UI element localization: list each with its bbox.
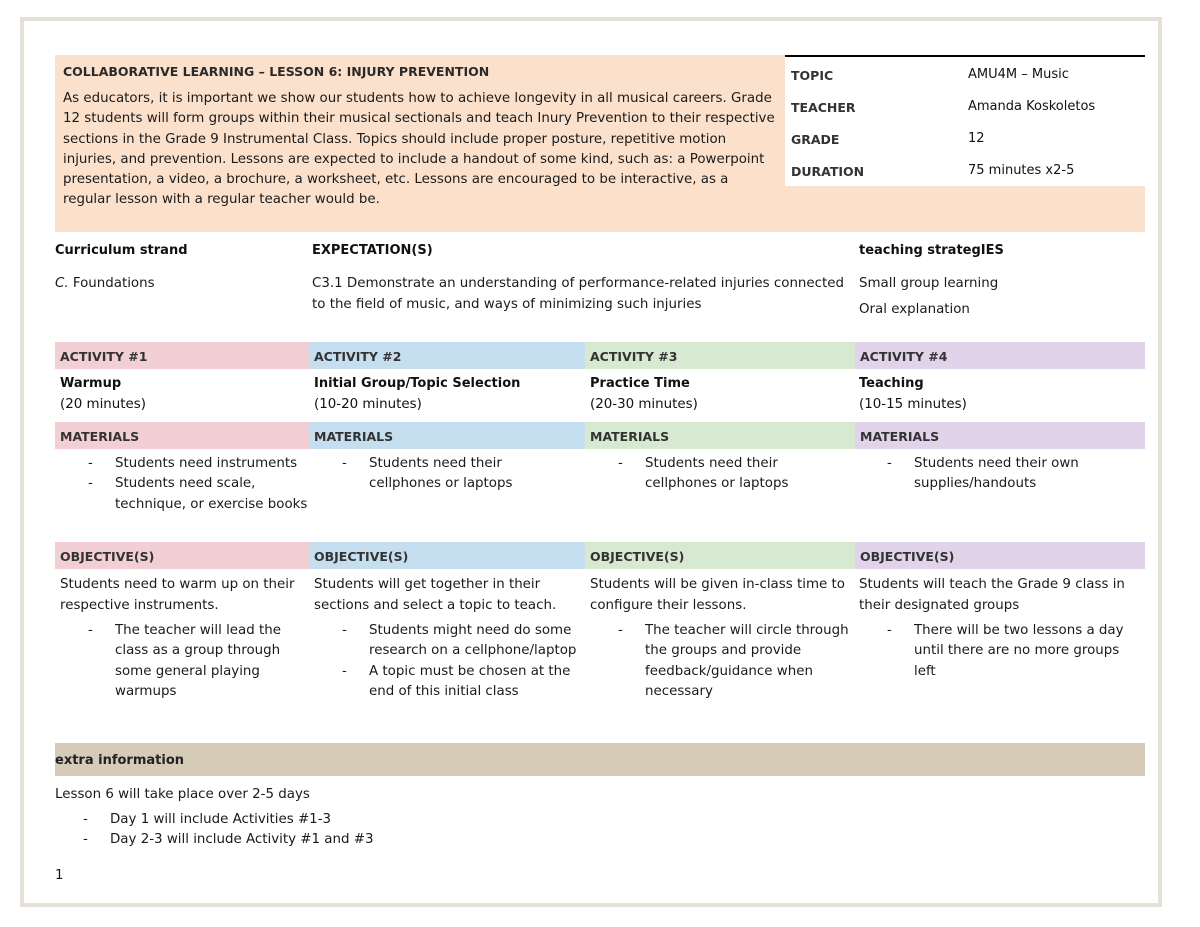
objectives-label: OBJECTIVE(S) — [60, 549, 155, 564]
materials-label: MATERIALS — [314, 429, 394, 444]
objective-text: Students need to warm up on their respective instruments. — [60, 577, 295, 613]
list-item: - The teacher will lead the class as a group through some general playing warmups — [60, 621, 310, 702]
activity-4-objectives-band — [855, 542, 1145, 569]
activity-duration: (20-30 minutes) — [590, 397, 698, 412]
expectation-value: C3.1 Demonstrate an understanding of performance-related injuries connected to the field of music, and ways of minimizing such injuries — [312, 276, 845, 312]
materials-list — [859, 454, 1109, 495]
curriculum-strand-heading: Curriculum strand — [55, 243, 188, 258]
info-value: AMU4M – Music — [968, 67, 1069, 82]
materials-label: MATERIALS — [590, 429, 670, 444]
lesson-title: COLLABORATIVE LEARNING – LESSON 6: INJURY PREVENTION — [63, 64, 490, 79]
activity-2-materials-band — [309, 422, 585, 449]
activity-3-materials-band — [585, 422, 855, 449]
activity-duration: (10-20 minutes) — [314, 397, 422, 412]
info-row-grade — [785, 123, 1145, 155]
objective-text: Students will get together in their sections and select a topic to teach. — [314, 577, 557, 613]
info-row-topic — [785, 59, 1145, 91]
activity-4-band — [855, 342, 1145, 369]
materials-list — [590, 454, 810, 495]
info-row-teacher — [785, 91, 1145, 123]
list-item: - There will be two lessons a day until there are no more groups left — [859, 621, 1134, 682]
list-item: - Day 1 will include Activities #1-3 — [55, 810, 555, 830]
materials-label: MATERIALS — [60, 429, 140, 444]
strategy-item: Small group learning — [859, 276, 999, 291]
materials-label: MATERIALS — [860, 429, 940, 444]
objective-text: Students will be given in-class time to configure their lessons. — [590, 577, 845, 613]
info-label: DURATION — [791, 164, 865, 179]
activity-duration: (10-15 minutes) — [859, 397, 967, 412]
teaching-strategies-heading: teaching strategIES — [859, 243, 1004, 258]
list-item: - Students need scale, technique, or exercise books — [60, 474, 310, 515]
activity-name: Warmup — [60, 376, 122, 391]
activity-name: Practice Time — [590, 376, 690, 391]
list-item: - Students need their own supplies/handouts — [859, 454, 1109, 495]
lesson-description: As educators, it is important we show our students how to achieve longevity in all musical careers. Grade 12 students will form groups within their musical sectionals and teach Inury Prevention to their respective sections in the Grade 9 Instrumental Class. Topics should include proper posture, repetitive motion injuries, and prevention. Lessons are expected to include a handout of some kind, such as: a Powerpoint presentation, a video, a brochure, a worksheet, etc. Lessons are encouraged to be interactive, as a regular lesson with a regular teacher would be. — [63, 91, 775, 208]
info-row-duration — [785, 155, 1145, 187]
activity-3-band — [585, 342, 855, 369]
activity-2-objectives-band — [309, 542, 585, 569]
materials-list — [60, 454, 310, 515]
objective-points — [314, 621, 584, 702]
objective-points — [859, 621, 1134, 682]
activity-label: ACTIVITY #4 — [860, 349, 948, 364]
extra-information-band — [55, 743, 1145, 776]
objectives-label: OBJECTIVE(S) — [590, 549, 685, 564]
list-item: - A topic must be chosen at the end of this initial class — [314, 662, 584, 703]
activity-4-materials-band — [855, 422, 1145, 449]
materials-list — [314, 454, 534, 495]
strategy-item: Oral explanation — [859, 302, 970, 317]
extra-information-list — [55, 810, 555, 851]
info-value: 12 — [968, 131, 985, 146]
list-item: - Day 2-3 will include Activity #1 and #3 — [55, 830, 555, 850]
activity-label: ACTIVITY #2 — [314, 349, 402, 364]
activity-name: Teaching — [859, 376, 924, 391]
objective-points — [60, 621, 310, 702]
info-value: Amanda Koskoletos — [968, 99, 1096, 114]
expectation-heading: EXPECTATION(S) — [312, 243, 433, 258]
activity-label: ACTIVITY #3 — [590, 349, 678, 364]
activity-3-objectives-band — [585, 542, 855, 569]
activity-name: Initial Group/Topic Selection — [314, 376, 521, 391]
objectives-label: OBJECTIVE(S) — [860, 549, 955, 564]
objectives-label: OBJECTIVE(S) — [314, 549, 409, 564]
curriculum-strand-value — [55, 273, 155, 294]
list-item: - Students need instruments — [60, 454, 310, 474]
list-item: - Students might need do some research on a cellphone/laptop — [314, 621, 584, 662]
objective-points — [590, 621, 855, 702]
strand-name: Foundations — [68, 276, 155, 291]
activity-2-band — [309, 342, 585, 369]
info-label: TEACHER — [791, 100, 856, 115]
list-item: - Students need their cellphones or laptops — [314, 454, 534, 495]
list-item: - Students need their cellphones or laptops — [590, 454, 810, 495]
strand-prefix: C. — [55, 276, 69, 291]
page-number: 1 — [55, 868, 64, 883]
info-value: 75 minutes x2-5 — [968, 163, 1075, 178]
objective-text: Students will teach the Grade 9 class in their designated groups — [859, 577, 1125, 613]
activity-1-band — [55, 342, 309, 369]
list-item: - The teacher will circle through the groups and provide feedback/guidance when necessary — [590, 621, 855, 702]
activity-duration: (20 minutes) — [60, 397, 146, 412]
activity-label: ACTIVITY #1 — [60, 349, 148, 364]
info-label: GRADE — [791, 132, 840, 147]
extra-information-text: Lesson 6 will take place over 2-5 days — [55, 787, 310, 802]
extra-information-heading: extra information — [55, 753, 185, 768]
activity-1-objectives-band — [55, 542, 309, 569]
lesson-info-table — [785, 55, 1145, 186]
activity-1-materials-band — [55, 422, 309, 449]
info-label: TOPIC — [791, 68, 834, 83]
